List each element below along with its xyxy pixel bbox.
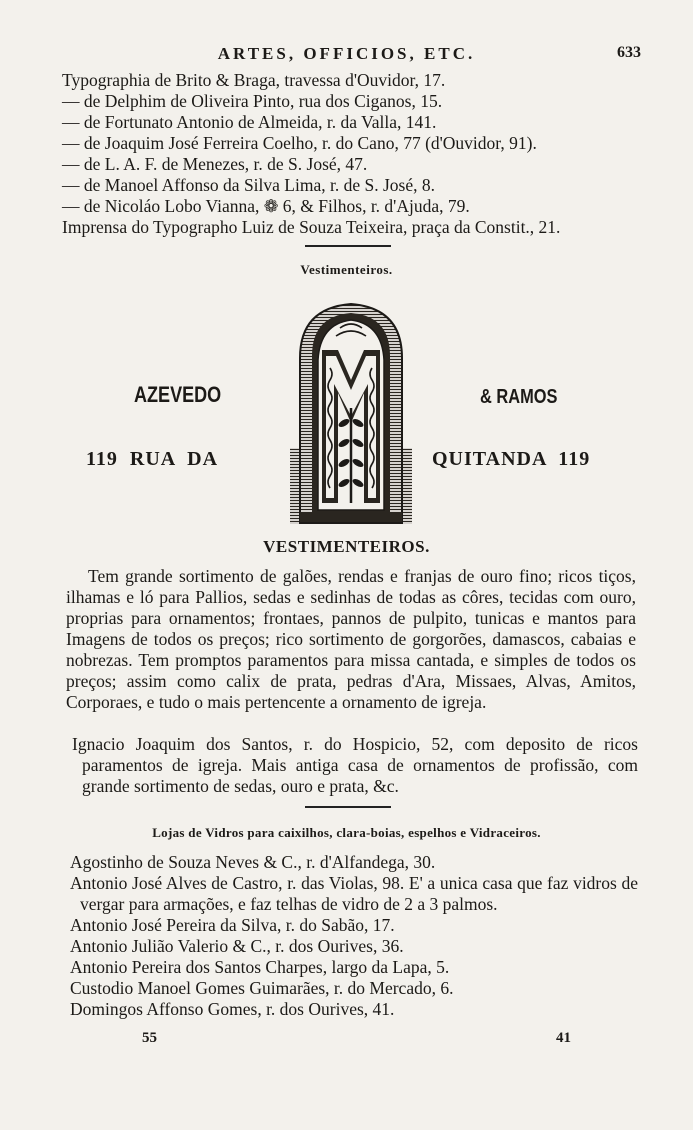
signature-mark: 55 <box>142 1030 157 1046</box>
section-heading-vestimenteiros: Vestimenteiros. <box>300 262 393 277</box>
ad-name-left: AZEVEDO <box>134 382 222 407</box>
ad-subheading: VESTIMENTEIROS. <box>263 537 430 556</box>
vestimenteiro-entry <box>72 734 638 797</box>
vidros-list <box>70 852 638 1020</box>
typography-list <box>62 70 646 238</box>
list-item: Antonio Pereira dos Santos Charpes, largo da Lapa, 5. <box>70 957 450 977</box>
sheet-mark: 41 <box>556 1030 571 1046</box>
section-heading-vidros: Lojas de Vidros para caixilhos, clara-boias, espelhos e Vidraceiros. <box>152 825 541 840</box>
ad-description-paragraph: Tem grande sortimento de galões, rendas e franjas de ouro fino; ricos tiços, ilhamas e ló para Pallios, sedas e sedinhas de todas as côres, tecidas com ouro, proprias para ornamentos; frontaes, pannos de pulpito, tunicas e mantos para Imagens de todos os preços; rico sortimento de gorgorões, damascos, cabaias e nobrezas. Tem promptos paramentos para missa cantada, e simples de todos os preços; assim como calix de prata, pedras d'Ara, Missaes, Alvas, Amitos, Corporaes, e tudo o mais pertencente a ornamento de igreja. <box>66 566 636 712</box>
list-item: — de Joaquim José Ferreira Coelho, r. do Cano, 77 (d'Ouvidor, 91). <box>62 133 537 153</box>
list-item: — de L. A. F. de Menezes, r. de S. José, 47. <box>62 154 368 174</box>
list-item: — de Manoel Affonso da Silva Lima, r. de S. José, 8. <box>62 175 435 195</box>
list-item: — de Delphim de Oliveira Pinto, rua dos Ciganos, 15. <box>62 91 443 111</box>
list-item: Agostinho de Souza Neves & C., r. d'Alfandega, 30. <box>70 852 436 872</box>
list-item: Antonio José Alves de Castro, r. das Violas, 98. E' a unica casa que faz vidros de vergar para armações, e faz telhas de vidro de 2 a 3 palmos. <box>70 873 638 914</box>
ad-address-left: 119 RUA DA <box>86 448 219 470</box>
list-item: Antonio Julião Valerio & C., r. dos Ourives, 36. <box>70 936 404 956</box>
list-item: Typographia de Brito & Braga, travessa d'Ouvidor, 17. <box>62 70 446 90</box>
running-header <box>0 44 693 68</box>
divider <box>305 245 391 247</box>
list-item: Domingos Affonso Gomes, r. dos Ourives, 41. <box>70 999 395 1019</box>
list-item: — de Nicoláo Lobo Vianna, ❁ 6, & Filhos, r. d'Ajuda, 79. <box>62 196 470 216</box>
divider <box>305 806 391 808</box>
ornamental-shield-engraving <box>290 298 412 524</box>
list-item: Imprensa do Typographo Luiz de Souza Teixeira, praça da Constit., 21. <box>62 217 561 237</box>
list-item: Antonio José Pereira da Silva, r. do Sabão, 17. <box>70 915 395 935</box>
list-item: Ignacio Joaquim dos Santos, r. do Hospicio, 52, com deposito de ricos paramentos de igreja. Mais antiga casa de ornamentos de profissão, com grande sortimento de sedas, ouro e prata, &c. <box>72 734 638 796</box>
page-number: 633 <box>617 44 641 61</box>
ad-name-right: & RAMOS <box>480 386 558 408</box>
header-title: ARTES, OFFICIOS, ETC. <box>217 44 476 63</box>
list-item: — de Fortunato Antonio de Almeida, r. da Valla, 141. <box>62 112 437 132</box>
ad-address-right: QUITANDA 119 <box>432 448 591 470</box>
list-item: Custodio Manoel Gomes Guimarães, r. do Mercado, 6. <box>70 978 454 998</box>
